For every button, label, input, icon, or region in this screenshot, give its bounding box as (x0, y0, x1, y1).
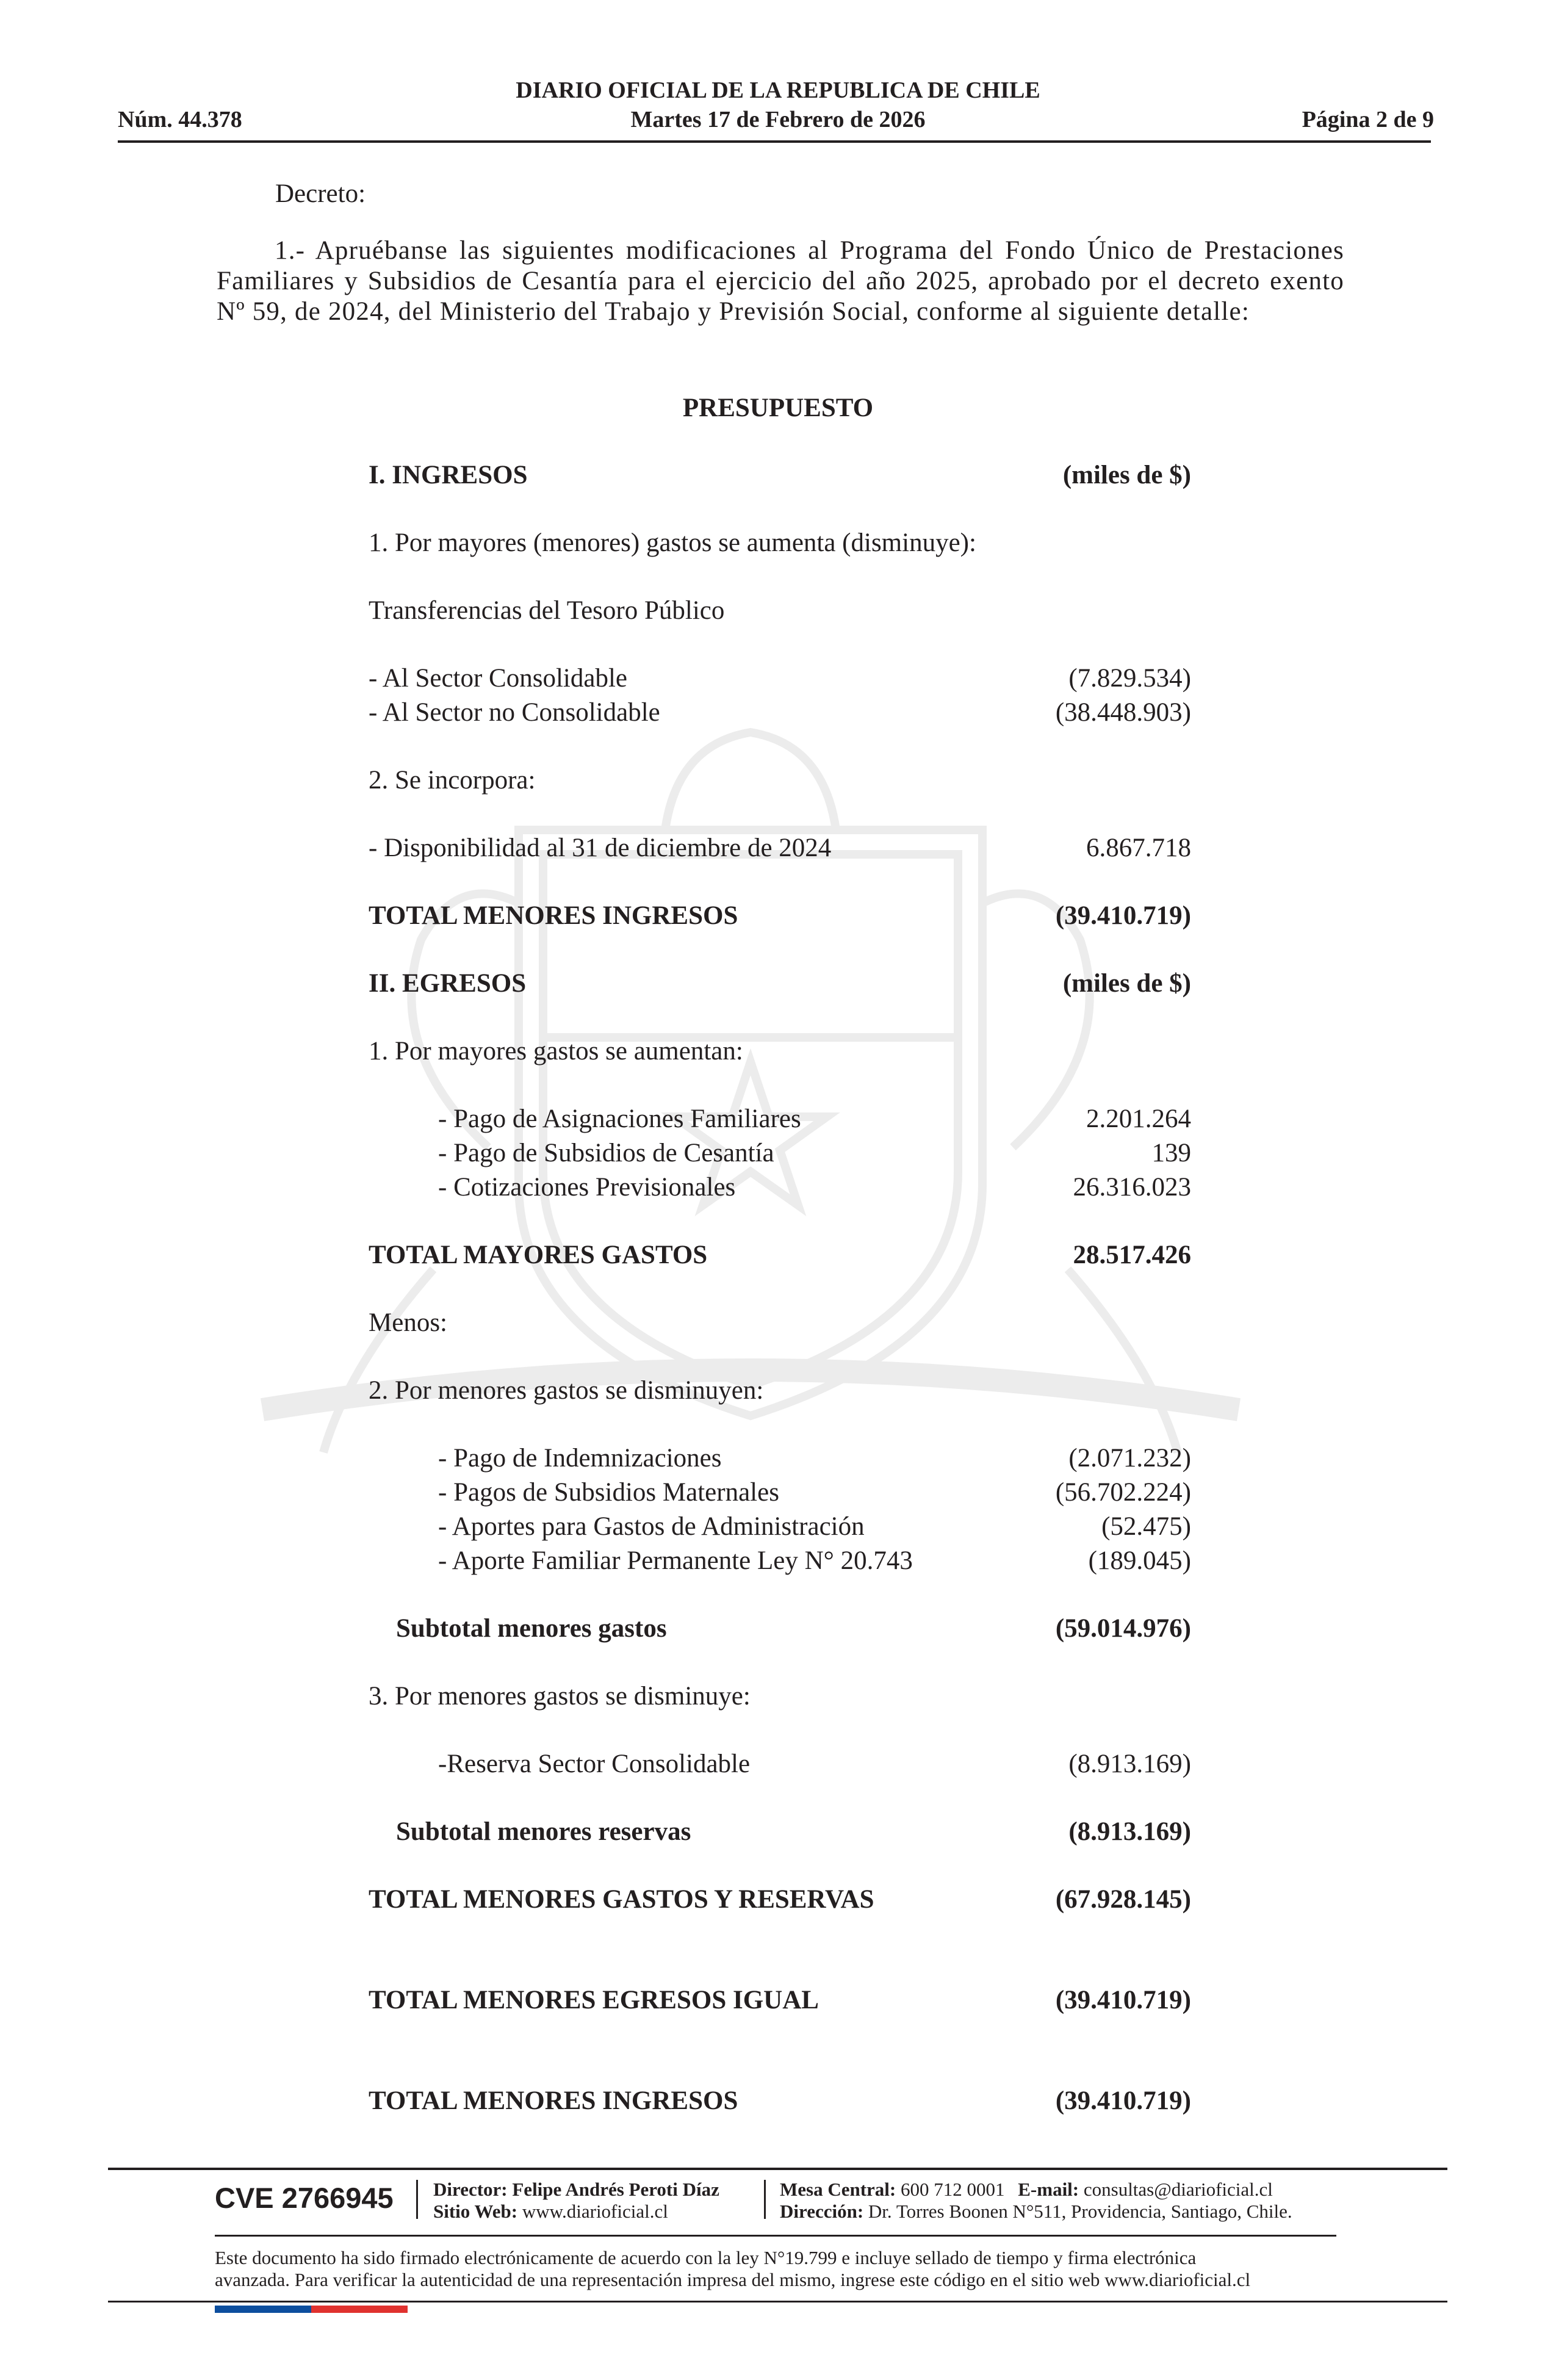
ingresos-row (369, 696, 1191, 730)
total-mayores-gastos-row (369, 1238, 1191, 1272)
total-value: (39.410.719) (1055, 901, 1191, 930)
total-label: TOTAL MAYORES GASTOS (369, 1241, 708, 1269)
director-name: Felipe Andrés Peroti Díaz (512, 2179, 719, 2200)
page-indicator: Página 2 de 9 (1302, 107, 1434, 132)
increase-row-value: 26.316.023 (1073, 1173, 1191, 1202)
decree-label: Decreto: (275, 179, 366, 208)
total-value: (67.928.145) (1055, 1885, 1191, 1914)
ingresos-row (369, 662, 1191, 696)
egresos-item-3 (369, 1679, 1191, 1714)
ingresos-heading-row (369, 458, 1191, 492)
total-menores-ingresos-final-row (369, 2084, 1191, 2118)
subtotal-value: (8.913.169) (1068, 1817, 1191, 1846)
decree-paragraph: 1.- Apruébanse las siguientes modificaciones al Programa del Fondo Único de Prestaciones Familiares y Subsidios de Cesantía para el ejercicio del año 2025, aprobado por el decreto exento Nº 59, de 2024, del Ministerio del Trabajo y Previsión Social, conforme al siguiente detalle: (217, 236, 1344, 326)
subtotal-label: Subtotal menores reservas (396, 1817, 691, 1846)
decrease-row-value: (2.071.232) (1068, 1444, 1191, 1473)
subtotal-value: (59.014.976) (1055, 1614, 1191, 1643)
ingresos-item-2 (369, 763, 1191, 798)
subtotal-menores-reservas-row (369, 1815, 1191, 1849)
cve-code: CVE 2766945 (215, 2182, 394, 2214)
egresos-item-3-text: 3. Por menores gastos se disminuye: (369, 1682, 751, 1711)
disponibilidad-row (369, 831, 1191, 865)
footer-divider (764, 2180, 766, 2219)
decrease-row (369, 1476, 1191, 1510)
reserva-label: -Reserva Sector Consolidable (438, 1750, 751, 1778)
total-menores-ingresos-row (369, 899, 1191, 933)
increase-row (369, 1170, 1191, 1205)
website-label: Sitio Web: (433, 2201, 518, 2222)
decrease-row (369, 1441, 1191, 1476)
subtotal-label: Subtotal menores gastos (396, 1614, 667, 1643)
website-line (433, 2201, 668, 2223)
increase-row-value: 139 (1151, 1139, 1191, 1167)
ingresos-row-value: (38.448.903) (1055, 698, 1191, 727)
egresos-heading-row (369, 967, 1191, 1001)
total-label: TOTAL MENORES GASTOS Y RESERVAS (369, 1885, 874, 1914)
egresos-item-1-text: 1. Por mayores gastos se aumentan: (369, 1037, 743, 1066)
address-label: Dirección: (780, 2201, 864, 2222)
ingresos-row-label: - Al Sector no Consolidable (369, 698, 660, 727)
total-menores-gastos-reservas-row (369, 1883, 1191, 1917)
decrease-row-value: (189.045) (1088, 1546, 1191, 1575)
issue-date: Martes 17 de Febrero de 2026 (630, 107, 926, 132)
increase-row-label: - Cotizaciones Previsionales (438, 1173, 736, 1202)
email-link[interactable]: consultas@diarioficial.cl (1083, 2179, 1273, 2200)
egresos-unit: (miles de $) (1062, 969, 1191, 998)
address-line (780, 2201, 1292, 2223)
header-rule (118, 140, 1431, 143)
total-label: TOTAL MENORES INGRESOS (369, 901, 738, 930)
mesa-value: 600 712 0001 (901, 2179, 1005, 2200)
ingresos-row-value: (7.829.534) (1068, 664, 1191, 693)
disponibilidad-label: - Disponibilidad al 31 de diciembre de 2024 (369, 834, 832, 862)
ingresos-unit: (miles de $) (1062, 461, 1191, 489)
decrease-row (369, 1510, 1191, 1544)
total-value: 28.517.426 (1073, 1241, 1191, 1269)
transferencias-label: Transferencias del Tesoro Público (369, 596, 725, 625)
decrease-row-value: (56.702.224) (1055, 1478, 1191, 1507)
ingresos-heading: I. INGRESOS (369, 461, 528, 489)
disclaimer-line-1: Este documento ha sido firmado electrónicamente de acuerdo con la ley N°19.799 e incluye sellado de tiempo y firma electrónica (215, 2247, 1197, 2268)
footer-divider (416, 2180, 418, 2219)
subtotal-menores-gastos-row (369, 1612, 1191, 1646)
disponibilidad-value: 6.867.718 (1086, 834, 1191, 862)
increase-row (369, 1136, 1191, 1170)
decrease-row-label: - Aporte Familiar Permanente Ley N° 20.743 (438, 1546, 913, 1575)
director-line (433, 2179, 719, 2201)
issue-number: Núm. 44.378 (118, 107, 242, 132)
ingresos-item-1-text: 1. Por mayores (menores) gastos se aumenta (disminuye): (369, 528, 976, 557)
email-label: E-mail: (1018, 2179, 1079, 2200)
footer-mid-rule (215, 2235, 1336, 2237)
newspaper-title: DIARIO OFICIAL DE LA REPUBLICA DE CHILE (516, 78, 1040, 103)
total-value: (39.410.719) (1055, 1986, 1191, 2014)
reserva-value: (8.913.169) (1068, 1750, 1191, 1778)
address-value: Dr. Torres Boonen N°511, Providencia, Santiago, Chile. (868, 2201, 1292, 2222)
director-label: Director: (433, 2179, 508, 2200)
contact-line (780, 2179, 1273, 2201)
decrease-row-label: - Aportes para Gastos de Administración (438, 1512, 865, 1541)
menos-row (369, 1306, 1191, 1340)
egresos-item-2 (369, 1374, 1191, 1408)
mesa-label: Mesa Central: (780, 2179, 896, 2200)
decrease-row-value: (52.475) (1101, 1512, 1191, 1541)
increase-row-value: 2.201.264 (1086, 1105, 1191, 1133)
footer-bottom-rule (108, 2301, 1447, 2302)
ingresos-item-1 (369, 526, 1191, 560)
increase-row (369, 1102, 1191, 1136)
decrease-row-label: - Pago de Indemnizaciones (438, 1444, 722, 1473)
ingresos-row-label: - Al Sector Consolidable (369, 664, 627, 693)
egresos-item-1 (369, 1034, 1191, 1069)
egresos-heading: II. EGRESOS (369, 969, 527, 998)
total-label: TOTAL MENORES INGRESOS (369, 2086, 738, 2115)
menos-label: Menos: (369, 1308, 447, 1337)
footer-top-rule (108, 2168, 1447, 2170)
budget-title: PRESUPUESTO (682, 394, 874, 422)
increase-row-label: - Pago de Subsidios de Cesantía (438, 1139, 774, 1167)
decrease-row (369, 1544, 1191, 1578)
reserva-row (369, 1747, 1191, 1781)
total-label: TOTAL MENORES EGRESOS IGUAL (369, 1986, 819, 2014)
flag-stripe-blue (215, 2306, 311, 2313)
ingresos-item-2-text: 2. Se incorpora: (369, 766, 536, 795)
ingresos-subheading (369, 594, 1191, 628)
total-menores-egresos-row (369, 1983, 1191, 2018)
decrease-row-label: - Pagos de Subsidios Maternales (438, 1478, 779, 1507)
increase-row-label: - Pago de Asignaciones Familiares (438, 1105, 801, 1133)
flag-stripe-red (311, 2306, 408, 2313)
disclaimer-line-2: avanzada. Para verificar la autenticidad de una representación impresa del mismo, ingrese este código en el sitio web www.diarioficial.cl (215, 2269, 1251, 2290)
total-value: (39.410.719) (1055, 2086, 1191, 2115)
egresos-item-2-text: 2. Por menores gastos se disminuyen: (369, 1376, 764, 1405)
website-link[interactable]: www.diarioficial.cl (522, 2201, 668, 2222)
